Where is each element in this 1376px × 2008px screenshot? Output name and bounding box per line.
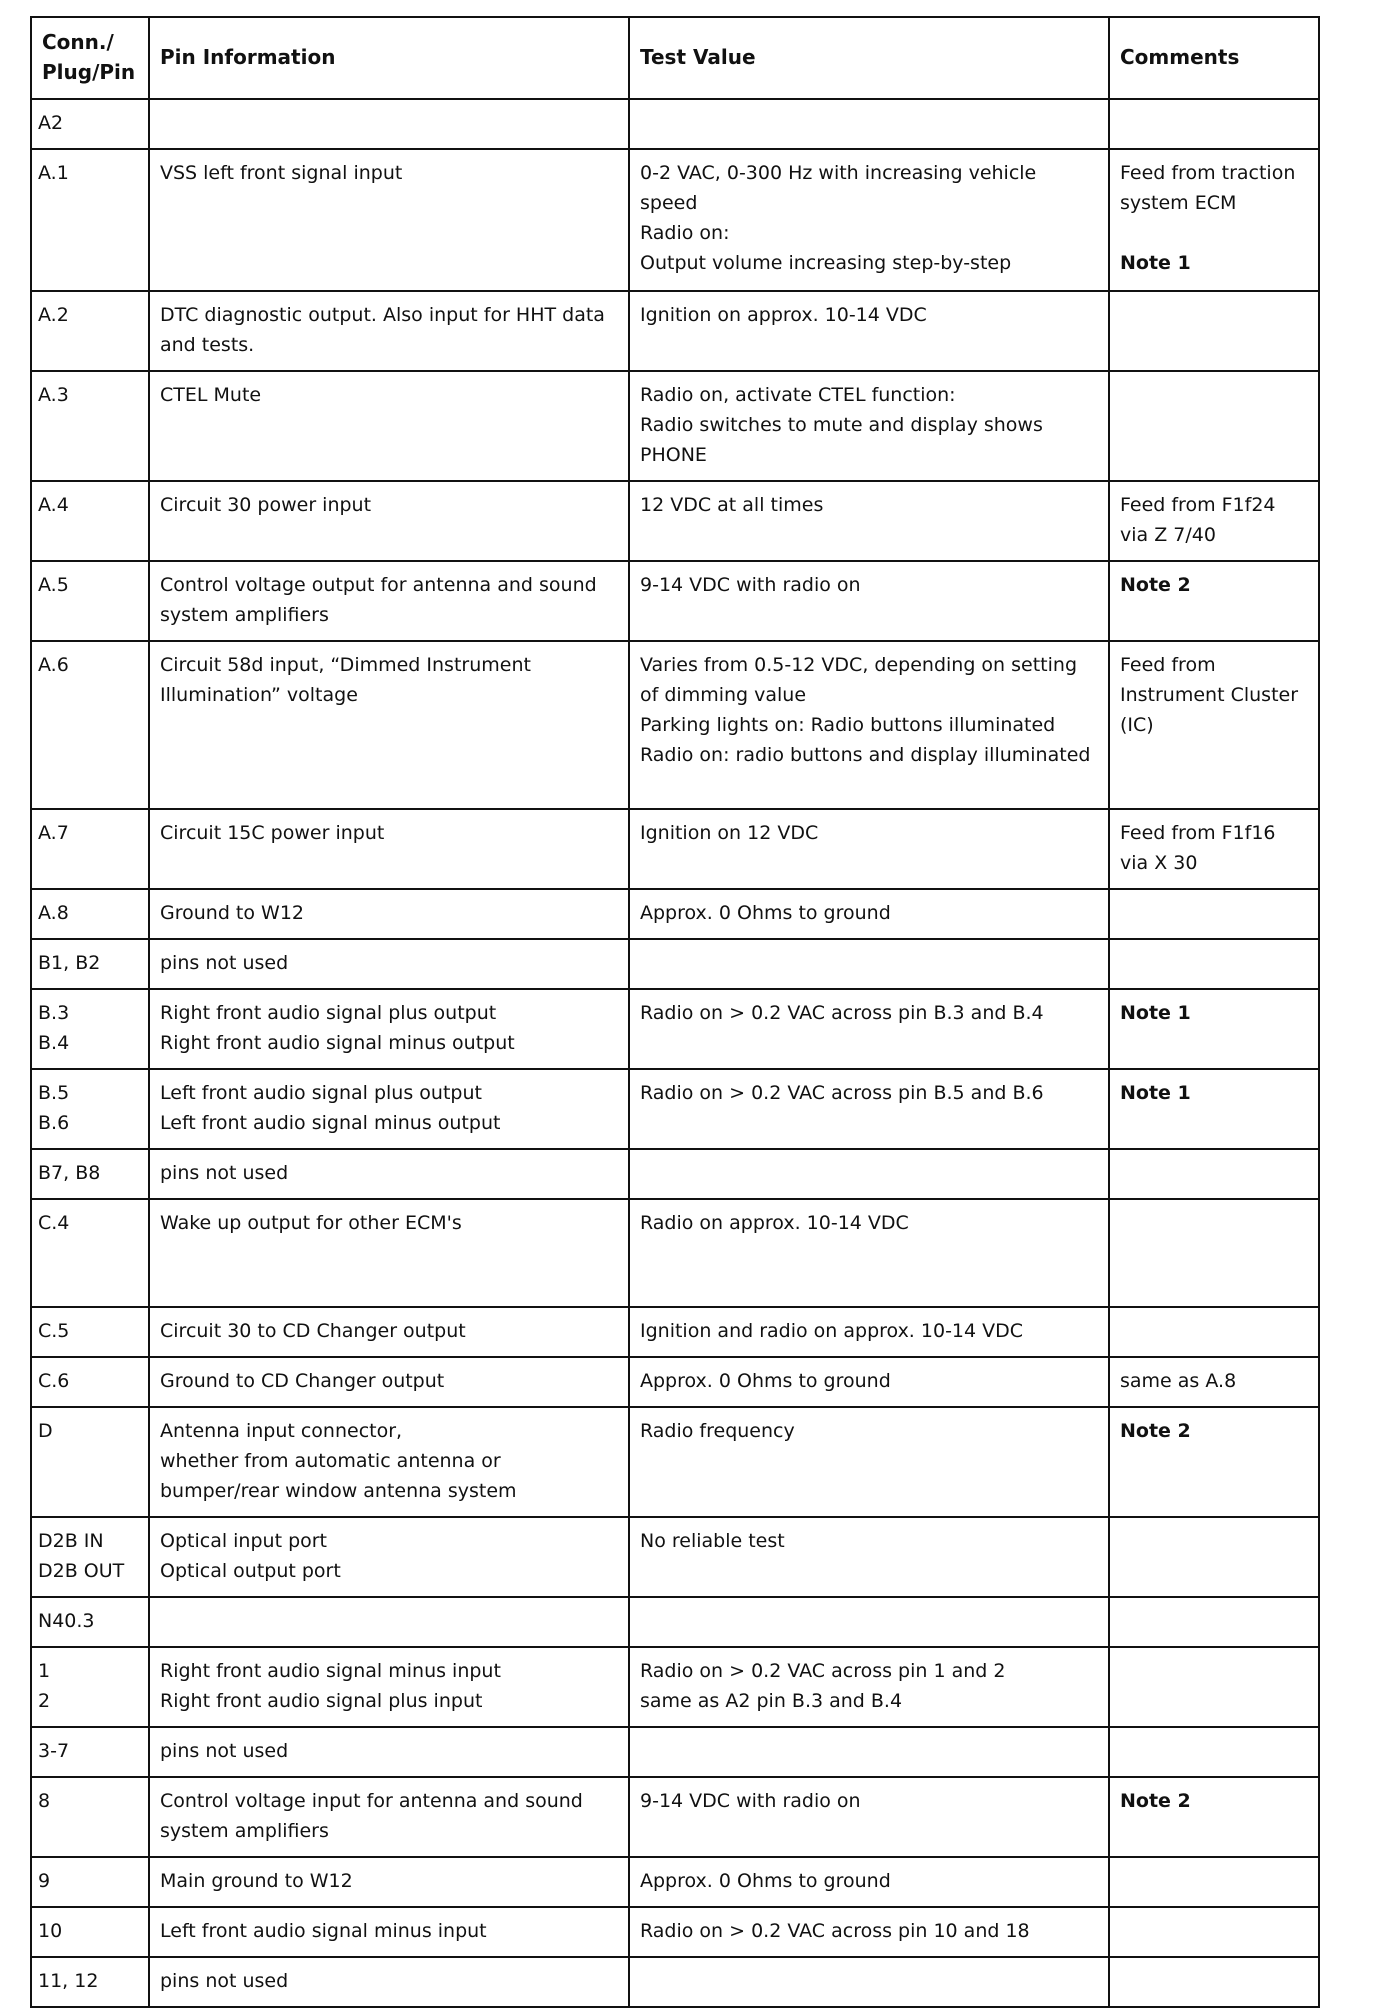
- conn-text: A.6: [38, 654, 69, 676]
- test-text: Parking lights on: Radio buttons illuminated: [640, 714, 1056, 736]
- pin-text: pins not used: [160, 1740, 289, 1762]
- pin-assignment-table: [30, 16, 1320, 2008]
- cell-pin: [149, 1149, 629, 1199]
- table-row: [31, 1647, 1319, 1727]
- cell-test: [629, 809, 1109, 889]
- cell-pin: [149, 99, 629, 149]
- conn-text: 8: [38, 1790, 51, 1812]
- cell-comments: [1109, 291, 1319, 371]
- cell-test: [629, 371, 1109, 481]
- cell-test: [629, 561, 1109, 641]
- table-row: [31, 149, 1319, 291]
- table-row: [31, 1517, 1319, 1597]
- cell-pin: [149, 809, 629, 889]
- cell-conn: [31, 1777, 149, 1857]
- test-text: Radio frequency: [640, 1420, 795, 1442]
- cell-pin: [149, 1957, 629, 2007]
- table-row: [31, 809, 1319, 889]
- cell-conn: [31, 371, 149, 481]
- cell-conn: [31, 1357, 149, 1407]
- cell-conn: [31, 1957, 149, 2007]
- conn-text: D2B IN: [38, 1530, 104, 1552]
- pin-text: Circuit 58d input, “Dimmed Instrument Illumination” voltage: [160, 654, 531, 706]
- cell-comments: [1109, 1069, 1319, 1149]
- conn-text: 10: [38, 1920, 63, 1942]
- conn-text: D: [38, 1420, 53, 1442]
- cell-conn: [31, 1307, 149, 1357]
- conn-text: A.2: [38, 304, 69, 326]
- conn-text: B.5: [38, 1082, 70, 1104]
- cell-test: [629, 1647, 1109, 1727]
- cell-comments: [1109, 809, 1319, 889]
- pin-text: Right front audio signal minus output: [160, 1032, 515, 1054]
- spacer: [1120, 218, 1308, 248]
- test-text: Radio switches to mute and display shows PHONE: [640, 414, 1043, 466]
- cell-conn: [31, 99, 149, 149]
- pin-text: Control voltage output for antenna and sound system amplifiers: [160, 574, 597, 626]
- test-text: Ignition on 12 VDC: [640, 822, 819, 844]
- cell-comments: [1109, 481, 1319, 561]
- test-text: Radio on:: [640, 222, 730, 244]
- pin-text: VSS left front signal input: [160, 162, 403, 184]
- cell-conn: [31, 641, 149, 809]
- comments-text: Feed from F1f24 via Z 7/40: [1120, 494, 1276, 546]
- table-row: [31, 1857, 1319, 1907]
- cell-test: [629, 1149, 1109, 1199]
- pin-text: Circuit 30 power input: [160, 494, 372, 516]
- cell-conn: [31, 1069, 149, 1149]
- cell-pin: [149, 371, 629, 481]
- pin-text: pins not used: [160, 952, 289, 974]
- cell-pin: [149, 1597, 629, 1647]
- test-text: 12 VDC at all times: [640, 494, 824, 516]
- cell-comments: [1109, 561, 1319, 641]
- cell-comments: [1109, 371, 1319, 481]
- test-text: same as A2 pin B.3 and B.4: [640, 1690, 903, 1712]
- cell-comments: [1109, 1199, 1319, 1307]
- cell-test: [629, 1727, 1109, 1777]
- cell-test: [629, 1857, 1109, 1907]
- table-row: [31, 1307, 1319, 1357]
- cell-pin: [149, 939, 629, 989]
- cell-comments: [1109, 1149, 1319, 1199]
- conn-text: 3-7: [38, 1740, 70, 1762]
- comments-text: Note 1: [1120, 1002, 1191, 1024]
- cell-pin: [149, 1307, 629, 1357]
- cell-test: [629, 939, 1109, 989]
- table-row: [31, 561, 1319, 641]
- header-test-value: Test Value: [629, 17, 1109, 99]
- cell-conn: [31, 1647, 149, 1727]
- table-row: [31, 1727, 1319, 1777]
- header-conn-line-1: Conn./: [42, 30, 114, 54]
- cell-pin: [149, 1357, 629, 1407]
- conn-text: B.3: [38, 1002, 70, 1024]
- cell-test: [629, 99, 1109, 149]
- cell-comments: [1109, 1647, 1319, 1727]
- table-row: [31, 99, 1319, 149]
- comments-text: Feed from traction system ECM: [1120, 162, 1296, 214]
- comments-text: Note 1: [1120, 1082, 1191, 1104]
- pin-text: Left front audio signal minus output: [160, 1112, 501, 1134]
- cell-pin: [149, 291, 629, 371]
- conn-text: A.1: [38, 162, 69, 184]
- pin-text: Ground to W12: [160, 902, 305, 924]
- cell-test: [629, 1597, 1109, 1647]
- pin-text: Control voltage input for antenna and sound system amplifiers: [160, 1790, 583, 1842]
- cell-comments: [1109, 1957, 1319, 2007]
- cell-conn: [31, 809, 149, 889]
- table-row: [31, 371, 1319, 481]
- test-text: Ignition on approx. 10-14 VDC: [640, 304, 927, 326]
- test-text: 9-14 VDC with radio on: [640, 574, 861, 596]
- conn-text: B.6: [38, 1112, 70, 1134]
- cell-conn: [31, 481, 149, 561]
- table-row: [31, 1907, 1319, 1957]
- cell-pin: [149, 481, 629, 561]
- test-text: 0-2 VAC, 0-300 Hz with increasing vehicle speed: [640, 162, 1037, 214]
- table-row: [31, 1777, 1319, 1857]
- cell-test: [629, 989, 1109, 1069]
- test-text: Output volume increasing step-by-step: [640, 252, 1012, 274]
- test-text: Ignition and radio on approx. 10-14 VDC: [640, 1320, 1024, 1342]
- cell-conn: [31, 561, 149, 641]
- cell-conn: [31, 939, 149, 989]
- header-pin-information: Pin Information: [149, 17, 629, 99]
- table-row: [31, 889, 1319, 939]
- conn-text: A.5: [38, 574, 69, 596]
- cell-comments: [1109, 889, 1319, 939]
- conn-text: A.8: [38, 902, 69, 924]
- test-text: Radio on approx. 10-14 VDC: [640, 1212, 909, 1234]
- cell-test: [629, 1517, 1109, 1597]
- cell-test: [629, 481, 1109, 561]
- cell-comments: [1109, 1727, 1319, 1777]
- cell-conn: [31, 149, 149, 291]
- pin-text: Main ground to W12: [160, 1870, 353, 1892]
- conn-text: A.3: [38, 384, 69, 406]
- table-row: [31, 1069, 1319, 1149]
- cell-comments: [1109, 989, 1319, 1069]
- cell-test: [629, 1907, 1109, 1957]
- conn-text: B7, B8: [38, 1162, 101, 1184]
- cell-conn: [31, 1857, 149, 1907]
- cell-comments: [1109, 1857, 1319, 1907]
- cell-comments: [1109, 1517, 1319, 1597]
- table-row: [31, 1149, 1319, 1199]
- comments-text: same as A.8: [1120, 1370, 1237, 1392]
- cell-conn: [31, 1407, 149, 1517]
- cell-comments: [1109, 1407, 1319, 1517]
- conn-text: A2: [38, 112, 64, 134]
- cell-pin: [149, 561, 629, 641]
- pin-text: Right front audio signal minus input: [160, 1660, 501, 1682]
- pin-text: Left front audio signal plus output: [160, 1082, 482, 1104]
- cell-comments: [1109, 1597, 1319, 1647]
- test-text: Approx. 0 Ohms to ground: [640, 1870, 891, 1892]
- pin-text: Left front audio signal minus input: [160, 1920, 487, 1942]
- comments-text: Feed from F1f16 via X 30: [1120, 822, 1276, 874]
- comments-text: Feed from Instrument Cluster (IC): [1120, 654, 1299, 736]
- cell-test: [629, 291, 1109, 371]
- conn-text: A.4: [38, 494, 69, 516]
- cell-pin: [149, 1199, 629, 1307]
- table-row: [31, 989, 1319, 1069]
- conn-text: 2: [38, 1690, 51, 1712]
- conn-text: C.4: [38, 1212, 70, 1234]
- conn-text: C.6: [38, 1370, 70, 1392]
- cell-comments: [1109, 149, 1319, 291]
- pin-text: Optical input port: [160, 1530, 328, 1552]
- cell-conn: [31, 1199, 149, 1307]
- pin-text: Optical output port: [160, 1560, 341, 1582]
- pin-text: pins not used: [160, 1162, 289, 1184]
- cell-pin: [149, 1857, 629, 1907]
- header-conn: [31, 17, 149, 99]
- cell-conn: [31, 1517, 149, 1597]
- cell-pin: [149, 889, 629, 939]
- cell-conn: [31, 1149, 149, 1199]
- test-text: No reliable test: [640, 1530, 785, 1552]
- test-text: Radio on > 0.2 VAC across pin 10 and 18: [640, 1920, 1030, 1942]
- table-row: [31, 1597, 1319, 1647]
- cell-test: [629, 1407, 1109, 1517]
- cell-pin: [149, 1907, 629, 1957]
- conn-text: 9: [38, 1870, 51, 1892]
- pin-text: CTEL Mute: [160, 384, 262, 406]
- cell-test: [629, 149, 1109, 291]
- cell-conn: [31, 989, 149, 1069]
- conn-text: B1, B2: [38, 952, 101, 974]
- test-text: Approx. 0 Ohms to ground: [640, 1370, 891, 1392]
- cell-test: [629, 1199, 1109, 1307]
- pin-text: Circuit 30 to CD Changer output: [160, 1320, 466, 1342]
- pin-text: Right front audio signal plus input: [160, 1690, 483, 1712]
- table-row: [31, 1357, 1319, 1407]
- cell-test: [629, 1307, 1109, 1357]
- test-text: Approx. 0 Ohms to ground: [640, 902, 891, 924]
- cell-test: [629, 1777, 1109, 1857]
- pin-text: Wake up output for other ECM's: [160, 1212, 462, 1234]
- table-row: [31, 1199, 1319, 1307]
- cell-pin: [149, 641, 629, 809]
- cell-comments: [1109, 641, 1319, 809]
- cell-conn: [31, 291, 149, 371]
- pin-text: DTC diagnostic output. Also input for HHT data and tests.: [160, 304, 605, 356]
- header-conn-line-2: Plug/Pin: [42, 60, 136, 84]
- cell-comments: [1109, 1907, 1319, 1957]
- header-row: [31, 17, 1319, 99]
- pin-text: Antenna input connector,: [160, 1420, 403, 1442]
- cell-test: [629, 1357, 1109, 1407]
- cell-pin: [149, 1069, 629, 1149]
- cell-conn: [31, 889, 149, 939]
- table-row: [31, 1957, 1319, 2007]
- pin-text: whether from automatic antenna or bumper/rear window antenna system: [160, 1450, 517, 1502]
- cell-conn: [31, 1907, 149, 1957]
- test-text: Radio on > 0.2 VAC across pin B.5 and B.6: [640, 1082, 1044, 1104]
- cell-comments: [1109, 1307, 1319, 1357]
- conn-text: N40.3: [38, 1610, 95, 1632]
- conn-text: A.7: [38, 822, 69, 844]
- comments-text: Note 2: [1120, 574, 1191, 596]
- test-text: Radio on > 0.2 VAC across pin B.3 and B.4: [640, 1002, 1044, 1024]
- test-text: Radio on > 0.2 VAC across pin 1 and 2: [640, 1660, 1006, 1682]
- cell-pin: [149, 1727, 629, 1777]
- test-text: Varies from 0.5-12 VDC, depending on setting of dimming value: [640, 654, 1077, 706]
- conn-text: 1: [38, 1660, 51, 1682]
- cell-test: [629, 889, 1109, 939]
- cell-pin: [149, 989, 629, 1069]
- cell-comments: [1109, 99, 1319, 149]
- table-row: [31, 291, 1319, 371]
- table-row: [31, 939, 1319, 989]
- conn-text: B.4: [38, 1032, 70, 1054]
- header-comments: Comments: [1109, 17, 1319, 99]
- table-body: [31, 99, 1319, 2007]
- table-row: [31, 641, 1319, 809]
- conn-text: D2B OUT: [38, 1560, 125, 1582]
- comments-text: Note 2: [1120, 1420, 1191, 1442]
- cell-pin: [149, 149, 629, 291]
- conn-text: C.5: [38, 1320, 70, 1342]
- test-text: Radio on, activate CTEL function:: [640, 384, 956, 406]
- cell-pin: [149, 1517, 629, 1597]
- cell-conn: [31, 1597, 149, 1647]
- pin-text: Right front audio signal plus output: [160, 1002, 497, 1024]
- conn-text: 11, 12: [38, 1970, 99, 1992]
- cell-test: [629, 1957, 1109, 2007]
- comments-text: Note 2: [1120, 1790, 1191, 1812]
- cell-pin: [149, 1777, 629, 1857]
- cell-comments: [1109, 1777, 1319, 1857]
- table-row: [31, 1407, 1319, 1517]
- cell-pin: [149, 1647, 629, 1727]
- cell-comments: [1109, 939, 1319, 989]
- pin-text: pins not used: [160, 1970, 289, 1992]
- table-row: [31, 481, 1319, 561]
- cell-conn: [31, 1727, 149, 1777]
- cell-test: [629, 641, 1109, 809]
- test-text: Radio on: radio buttons and display illuminated: [640, 744, 1091, 766]
- cell-test: [629, 1069, 1109, 1149]
- pin-text: Circuit 15C power input: [160, 822, 385, 844]
- test-text: 9-14 VDC with radio on: [640, 1790, 861, 1812]
- comments-text: Note 1: [1120, 252, 1191, 274]
- pin-text: Ground to CD Changer output: [160, 1370, 445, 1392]
- cell-comments: [1109, 1357, 1319, 1407]
- cell-pin: [149, 1407, 629, 1517]
